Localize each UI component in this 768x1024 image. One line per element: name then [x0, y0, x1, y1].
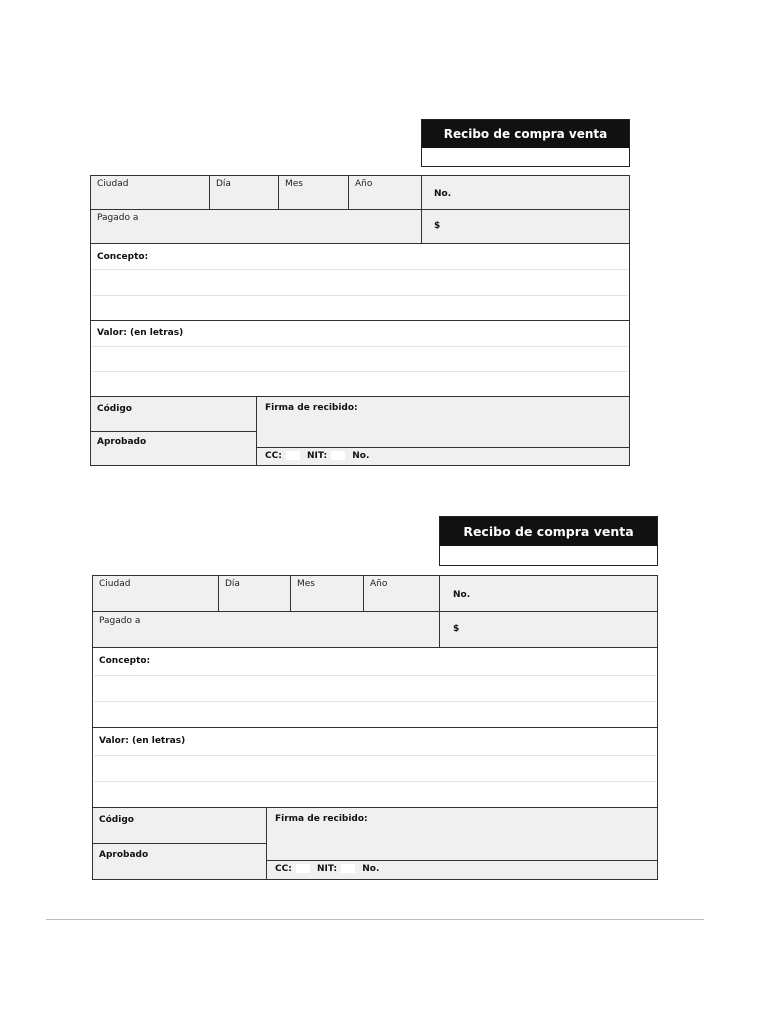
cc-label: CC: [265, 451, 282, 461]
receipt-title-box [439, 516, 658, 566]
firma-label: Firma de recibido: [275, 814, 368, 824]
page-divider [46, 919, 704, 920]
dia-cell[interactable] [218, 575, 291, 612]
nit-label: NIT: [316, 864, 338, 874]
mes-cell[interactable] [278, 175, 349, 210]
id-line [265, 451, 369, 461]
codigo-label: Código [99, 815, 134, 825]
pagado-cell[interactable] [92, 611, 440, 648]
cc-field[interactable] [286, 451, 300, 460]
codigo-cell[interactable] [90, 396, 257, 432]
firma-cell[interactable] [266, 807, 658, 861]
ano-label: Año [370, 579, 388, 589]
amount-cell[interactable] [439, 611, 658, 648]
writing-line [92, 371, 628, 372]
cc-field[interactable] [296, 864, 310, 873]
writing-line [94, 675, 656, 676]
dia-label: Día [216, 179, 231, 189]
valor-label: Valor: (en letras) [99, 736, 186, 746]
mes-cell[interactable] [290, 575, 364, 612]
ciudad-cell[interactable] [92, 575, 219, 612]
writing-line [92, 269, 628, 270]
receipt-title-box [421, 119, 630, 167]
ano-cell[interactable] [348, 175, 422, 210]
numero-cell[interactable] [439, 575, 658, 612]
dollar-sign: $ [453, 624, 460, 634]
id-cell[interactable] [256, 447, 630, 466]
numero-cell[interactable] [421, 175, 630, 210]
ano-label: Año [355, 179, 373, 189]
aprobado-label: Aprobado [97, 437, 147, 447]
writing-line [92, 346, 628, 347]
writing-line [94, 755, 656, 756]
dia-cell[interactable] [209, 175, 279, 210]
ciudad-label: Ciudad [99, 579, 131, 589]
writing-line [92, 295, 628, 296]
mes-label: Mes [297, 579, 315, 589]
concepto-cell[interactable] [92, 647, 658, 728]
no-label: No. [352, 451, 370, 461]
dollar-sign: $ [434, 221, 441, 231]
dia-label: Día [225, 579, 240, 589]
no-label: No. [362, 864, 380, 874]
id-cell[interactable] [266, 860, 658, 880]
writing-line [94, 781, 656, 782]
numero-label: No. [453, 590, 471, 600]
numero-label: No. [434, 189, 452, 199]
id-line [275, 864, 379, 874]
ciudad-label: Ciudad [97, 179, 129, 189]
concepto-cell[interactable] [90, 243, 630, 321]
pagado-label: Pagado a [99, 616, 141, 626]
firma-label: Firma de recibido: [265, 403, 358, 413]
nit-field[interactable] [331, 451, 345, 460]
writing-line [94, 701, 656, 702]
mes-label: Mes [285, 179, 303, 189]
ano-cell[interactable] [363, 575, 440, 612]
aprobado-cell[interactable] [90, 431, 257, 466]
valor-cell[interactable] [90, 320, 630, 397]
aprobado-label: Aprobado [99, 850, 149, 860]
amount-cell[interactable] [421, 209, 630, 244]
valor-label: Valor: (en letras) [97, 328, 184, 338]
concepto-label: Concepto: [97, 252, 149, 262]
codigo-label: Código [97, 404, 132, 414]
firma-cell[interactable] [256, 396, 630, 448]
concepto-label: Concepto: [99, 656, 151, 666]
nit-field[interactable] [341, 864, 355, 873]
valor-cell[interactable] [92, 727, 658, 808]
ciudad-cell[interactable] [90, 175, 210, 210]
cc-label: CC: [275, 864, 292, 874]
aprobado-cell[interactable] [92, 843, 267, 880]
receipt-title: Recibo de compra venta [440, 517, 657, 546]
codigo-cell[interactable] [92, 807, 267, 844]
nit-label: NIT: [306, 451, 328, 461]
pagado-cell[interactable] [90, 209, 422, 244]
receipt-title: Recibo de compra venta [422, 120, 629, 148]
pagado-label: Pagado a [97, 213, 139, 223]
